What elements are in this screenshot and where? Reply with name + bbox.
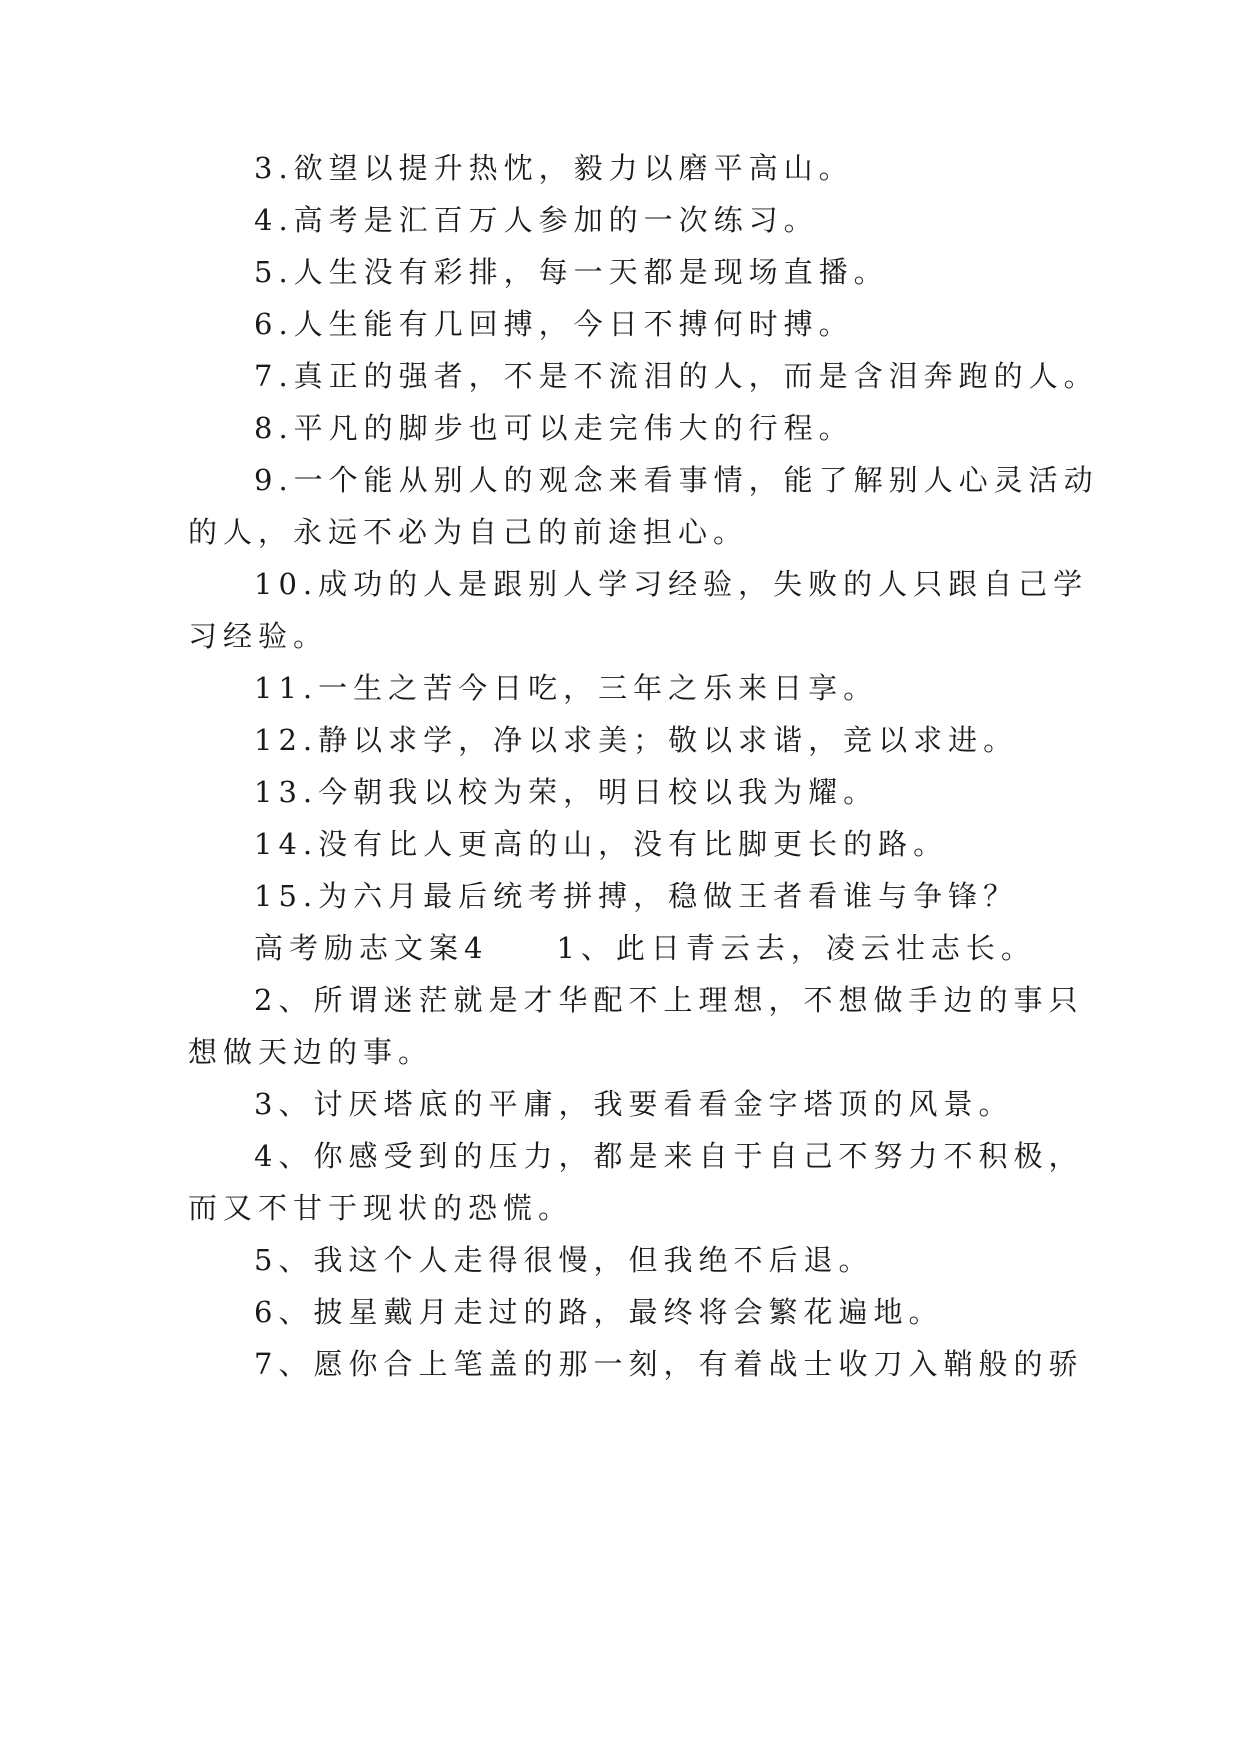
quote-line: 11.一生之苦今日吃，三年之乐来日享。 [254,671,879,705]
quote-line: 12.静以求学，净以求美；敬以求谐，竞以求进。 [254,723,1019,757]
quote-line: 7、愿你合上笔盖的那一刻，有着战士收刀入鞘般的骄 [254,1347,1084,1381]
quote-line: 3.欲望以提升热忱，毅力以磨平高山。 [254,151,854,185]
quote-line: 9.一个能从别人的观念来看事情，能了解别人心灵活动 [254,463,1099,497]
quote-line: 4、你感受到的压力，都是来自于自己不努力不积极， [254,1139,1084,1173]
quote-line: 6、披星戴月走过的路，最终将会繁花遍地。 [254,1295,944,1329]
quote-line: 5.人生没有彩排，每一天都是现场直播。 [254,255,889,289]
section-first-item: 1、此日青云去，凌云壮志长。 [556,931,1036,965]
quote-line-continued: 而又不甘于现状的恐慌。 [188,1191,574,1225]
quote-line-continued: 想做天边的事。 [188,1035,434,1069]
quote-line-continued: 的人，永远不必为自己的前途担心。 [188,515,749,549]
quote-line: 6.人生能有几回搏，今日不搏何时搏。 [254,307,854,341]
quote-line-continued: 习经验。 [188,619,329,653]
quote-line: 15.为六月最后统考拼搏，稳做王者看谁与争锋？ [254,879,1019,913]
quote-line: 13.今朝我以校为荣，明日校以我为耀。 [254,775,879,809]
quote-line: 14.没有比人更高的山，没有比脚更长的路。 [254,827,949,861]
section-heading-line [254,928,1036,968]
quote-line: 7.真正的强者，不是不流泪的人，而是含泪奔跑的人。 [254,359,1099,393]
quote-line: 5、我这个人走得很慢，但我绝不后退。 [254,1243,874,1277]
quote-line: 4.高考是汇百万人参加的一次练习。 [254,203,819,237]
quote-line: 10.成功的人是跟别人学习经验，失败的人只跟自己学 [254,567,1089,601]
quote-line: 2、所谓迷茫就是才华配不上理想，不想做手边的事只 [254,983,1084,1017]
quote-line: 8.平凡的脚步也可以走完伟大的行程。 [254,411,854,445]
quote-line: 3、讨厌塔底的平庸，我要看看金字塔顶的风景。 [254,1087,1014,1121]
section-heading-title: 高考励志文案4 [254,931,489,965]
